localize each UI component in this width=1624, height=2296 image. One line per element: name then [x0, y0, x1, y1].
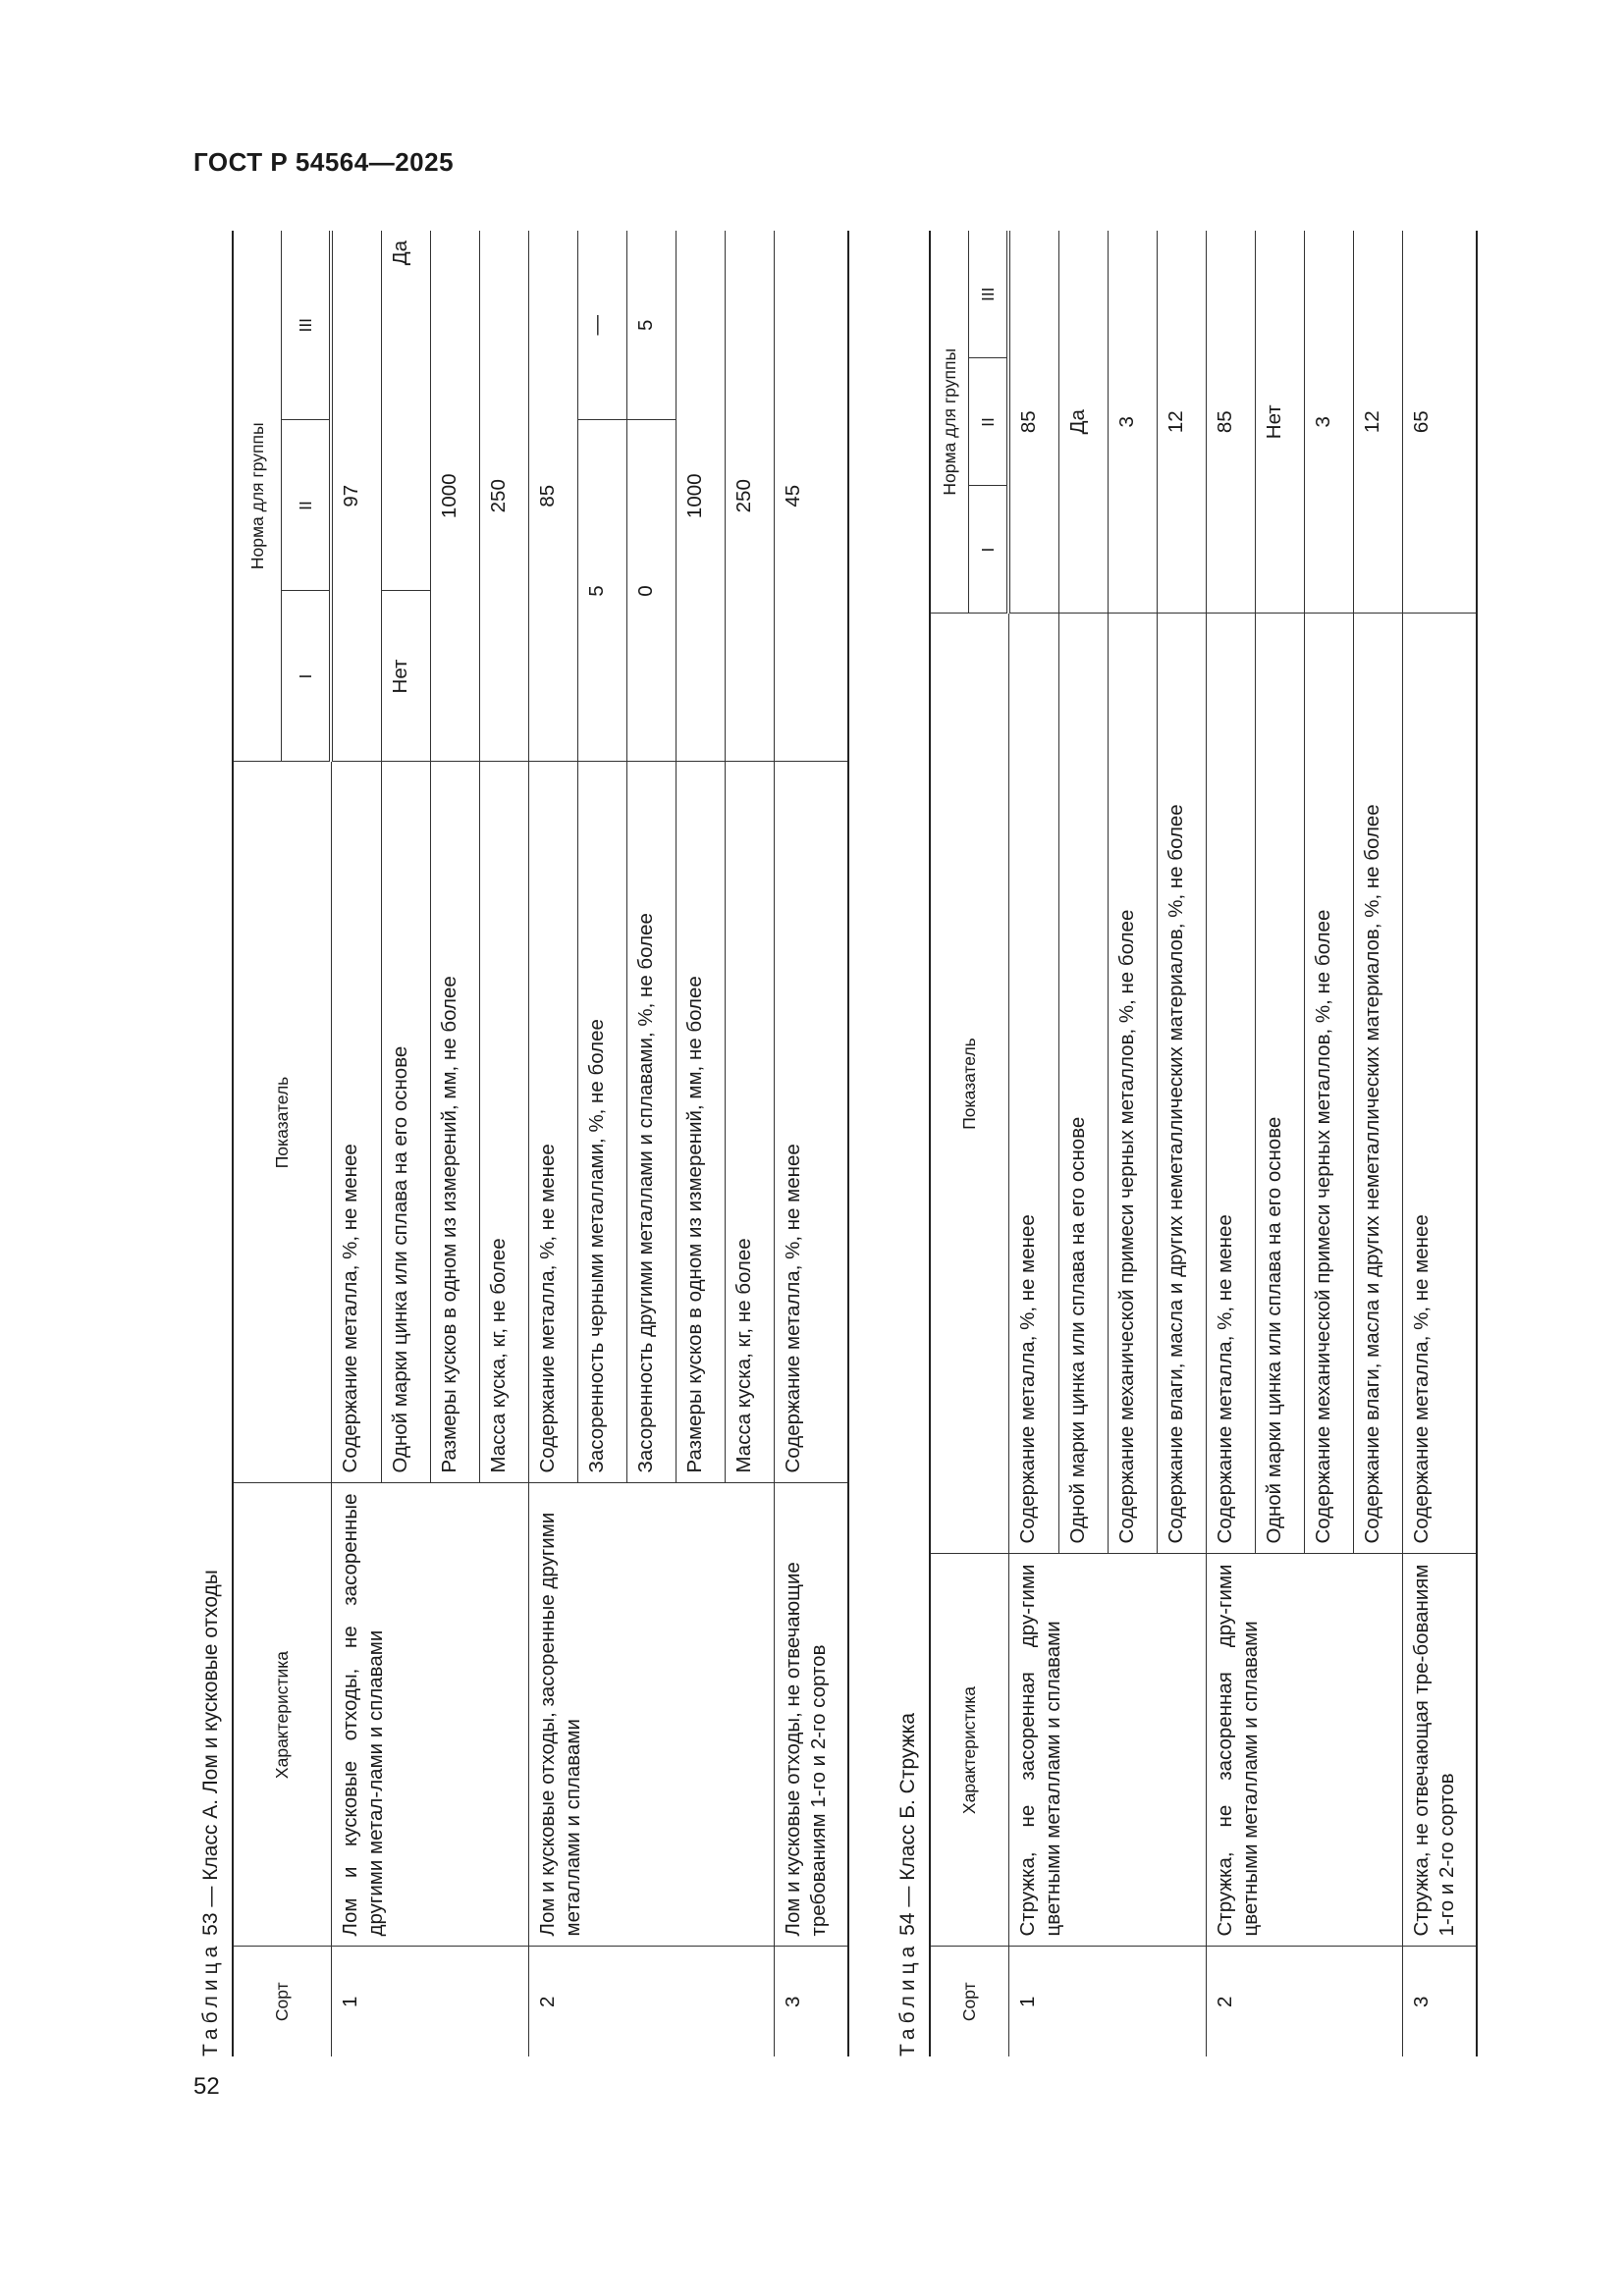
characteristic-cell: Стружка, не отвечающая тре-бованиям 1-го и 2-го сортов — [1403, 1554, 1478, 1947]
value-cell: 250 — [480, 231, 529, 762]
table-row — [529, 231, 578, 2056]
indicator-cell: Содержание механической примеси черных металлов, %, не более — [1109, 614, 1158, 1554]
value-cell: 5 — [578, 420, 627, 762]
value-cell: 97 — [331, 231, 382, 762]
sort-cell: 1 — [331, 1947, 529, 2056]
table-row — [1207, 231, 1256, 2056]
col-header-characteristic: Характеристика — [930, 1554, 1008, 1947]
value-cell: 85 — [1008, 231, 1059, 614]
col-header-sort: Сорт — [233, 1947, 331, 2056]
indicator-cell: Содержание влаги, масла и других неметаллических материалов, %, не более — [1158, 614, 1207, 1554]
table-row — [331, 231, 382, 2056]
characteristic-cell: Стружка, не засоренная дру-гими цветными металлами и сплавами — [1008, 1554, 1207, 1947]
col-header-group-1: I — [969, 486, 1009, 614]
table-54-block — [893, 231, 1494, 2056]
value-cell: — — [578, 231, 627, 420]
page-number: 52 — [193, 2073, 220, 2100]
indicator-cell: Размеры кусков в одном из измерений, мм, не более — [677, 762, 726, 1483]
value-cell: Да — [382, 231, 431, 591]
indicator-cell: Содержание металла, %, не менее — [1403, 614, 1478, 1554]
table-row — [1403, 231, 1478, 2056]
value-cell: 250 — [726, 231, 775, 762]
characteristic-cell: Лом и кусковые отходы, не засоренные другими метал-лами и сплавами — [331, 1483, 529, 1947]
col-header-norm: Норма для группы — [233, 231, 282, 762]
table-54-caption-prefix: Таблица — [896, 1941, 919, 2056]
value-cell: 1000 — [677, 231, 726, 762]
value-cell: 0 — [627, 420, 677, 762]
value-cell: Да — [1059, 231, 1109, 614]
col-header-group-1: I — [282, 591, 332, 762]
document-code: ГОСТ Р 54564—2025 — [193, 147, 455, 177]
value-cell: 12 — [1354, 231, 1403, 614]
col-header-sort: Сорт — [930, 1947, 1008, 2056]
col-header-group-3: III — [282, 231, 332, 420]
table-53-caption — [196, 231, 232, 2056]
table-53-block — [196, 231, 844, 2056]
characteristic-cell: Лом и кусковые отходы, засоренные другими металлами и сплавами — [529, 1483, 775, 1947]
value-cell: 5 — [627, 231, 677, 420]
col-header-group-2: II — [282, 420, 332, 591]
value-cell: Нет — [1256, 231, 1305, 614]
indicator-cell: Содержание механической примеси черных металлов, %, не более — [1305, 614, 1354, 1554]
table-54-caption-text: 54 — Класс Б. Стружка — [896, 1713, 919, 1942]
indicator-cell: Одной марки цинка или сплава на его основе — [382, 762, 431, 1483]
value-cell: 45 — [775, 231, 849, 762]
table-53-caption-text: 53 — Класс А. Лом и кусковые отходы — [199, 1570, 222, 1942]
characteristic-cell: Стружка, не засоренная дру-гими цветными металлами и сплавами — [1207, 1554, 1403, 1947]
value-cell: 3 — [1305, 231, 1354, 614]
col-header-indicator: Показатель — [930, 614, 1008, 1554]
sort-cell: 2 — [1207, 1947, 1403, 2056]
sort-cell: 1 — [1008, 1947, 1207, 2056]
value-cell: 85 — [529, 231, 578, 762]
value-cell: Нет — [382, 591, 431, 762]
table-54-caption — [893, 231, 929, 2056]
indicator-cell: Засоренность другими металлами и сплавами, %, не более — [627, 762, 677, 1483]
value-cell: 1000 — [431, 231, 480, 762]
col-header-characteristic: Характеристика — [233, 1483, 331, 1947]
value-cell: 65 — [1403, 231, 1478, 614]
indicator-cell: Содержание металла, %, не менее — [1207, 614, 1256, 1554]
table-53 — [232, 231, 849, 2056]
indicator-cell: Содержание влаги, масла и других неметаллических материалов, %, не более — [1354, 614, 1403, 1554]
indicator-cell: Одной марки цинка или сплава на его основе — [1059, 614, 1109, 1554]
indicator-cell: Одной марки цинка или сплава на его основе — [1256, 614, 1305, 1554]
col-header-group-2: II — [969, 358, 1009, 486]
table-row — [775, 231, 849, 2056]
sort-cell: 2 — [529, 1947, 775, 2056]
table-row — [1008, 231, 1059, 2056]
indicator-cell: Содержание металла, %, не менее — [331, 762, 382, 1483]
indicator-cell: Масса куска, кг, не более — [480, 762, 529, 1483]
col-header-norm: Норма для группы — [930, 231, 969, 614]
value-cell: 85 — [1207, 231, 1256, 614]
col-header-group-3: III — [969, 231, 1009, 358]
sort-cell: 3 — [775, 1947, 849, 2056]
indicator-cell: Содержание металла, %, не менее — [1008, 614, 1059, 1554]
characteristic-cell: Лом и кусковые отходы, не отвечающие требованиям 1-го и 2-го сортов — [775, 1483, 849, 1947]
indicator-cell: Засоренность черными металлами, %, не более — [578, 762, 627, 1483]
indicator-cell: Содержание металла, %, не менее — [775, 762, 849, 1483]
table-54 — [929, 231, 1478, 2056]
indicator-cell: Содержание металла, %, не менее — [529, 762, 578, 1483]
sort-cell: 3 — [1403, 1947, 1478, 2056]
value-cell: 12 — [1158, 231, 1207, 614]
indicator-cell: Размеры кусков в одном из измерений, мм, не более — [431, 762, 480, 1483]
table-53-caption-prefix: Таблица — [199, 1941, 222, 2056]
value-cell: 3 — [1109, 231, 1158, 614]
col-header-indicator: Показатель — [233, 762, 331, 1483]
indicator-cell: Масса куска, кг, не более — [726, 762, 775, 1483]
